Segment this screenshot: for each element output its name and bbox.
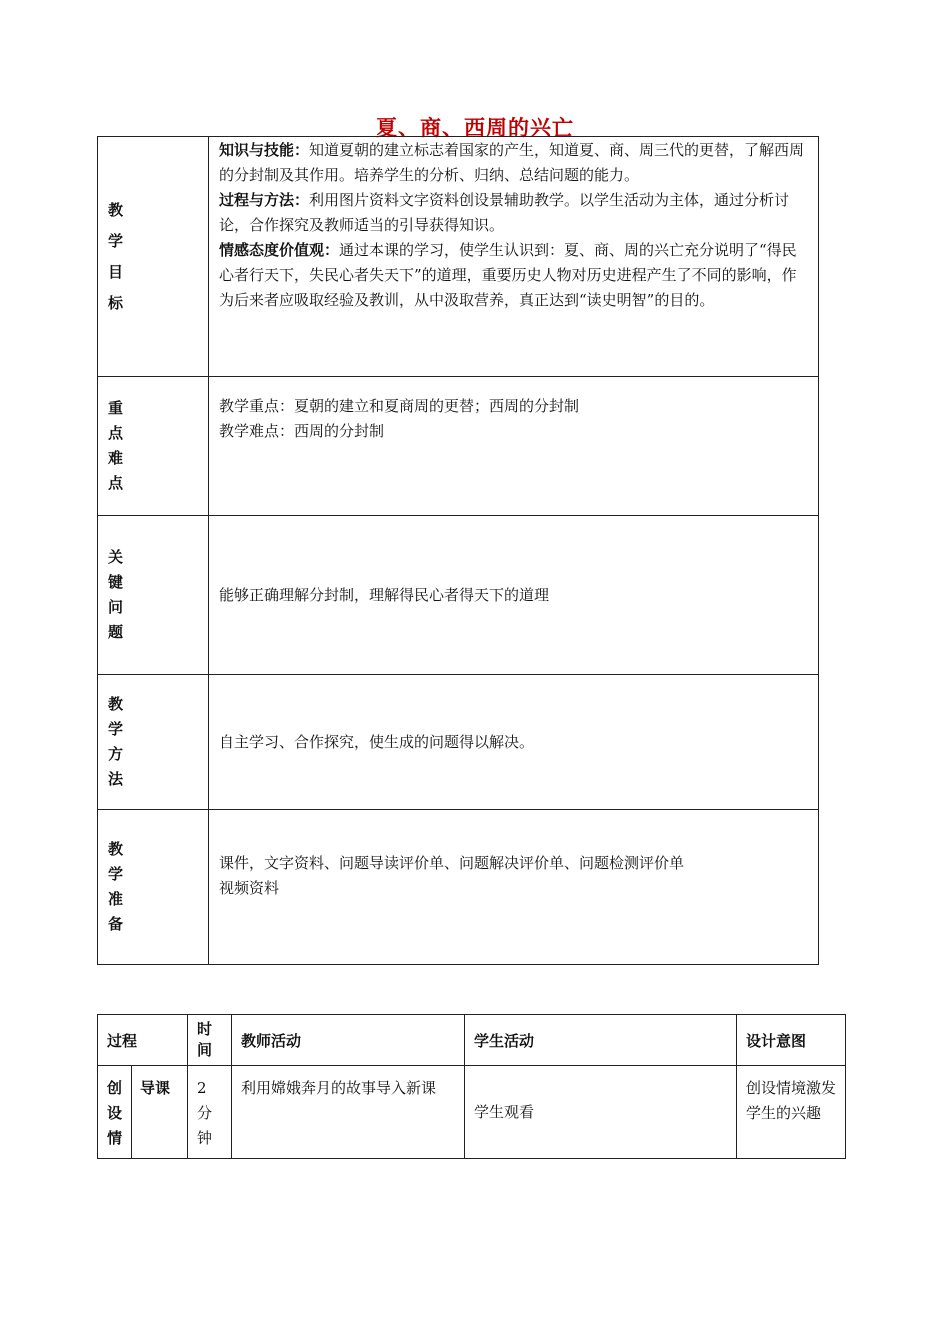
preparation-header [98,810,209,965]
time-header [188,1015,232,1066]
student-activity-header: 学生活动 [465,1015,737,1066]
keypoint-line: 教学难点：西周的分封制 [219,422,385,440]
preparation-line: 课件，文字资料、问题导读评价单、问题解决评价单、问题检测评价单 [219,854,685,872]
header-char: 备 [108,915,124,933]
header-char: 难 [108,449,124,467]
header-char: 问 [108,598,124,616]
time-char: 分 [197,1104,213,1122]
key-question-header [98,516,209,675]
teacher-activity-cell: 利用嫦娥奔月的故事导入新课 [232,1066,465,1159]
header-char: 重 [108,399,124,417]
process-row [98,1066,846,1159]
time-char: 钟 [197,1129,213,1147]
stage-header: 过程 [98,1015,188,1066]
goal-item [219,188,809,238]
header-char: 标 [108,293,124,312]
method-row [98,675,819,810]
method-header [98,675,209,810]
stage-char: 设 [106,1104,122,1122]
keypoints-content [209,377,819,516]
method-content [209,675,819,810]
goal-item [219,138,809,188]
time-cell [188,1066,232,1159]
stage-cell [98,1066,132,1159]
keypoints-header [98,377,209,516]
stage-char: 创 [106,1079,122,1097]
stage-char: 情 [106,1129,122,1147]
preparation-content [209,810,819,965]
header-char: 目 [108,262,124,281]
process-header-row [98,1015,846,1066]
header-char: 教 [108,840,124,858]
header-char: 学 [108,231,124,250]
header-char: 教 [108,200,124,219]
header-char: 学 [108,720,124,738]
preparation-line: 视频资料 [219,879,280,897]
design-intent-cell: 创设情境激发学生的兴趣 [737,1066,846,1159]
goal-label: 过程与方法： [219,191,310,209]
goal-text: 利用图片资料文字资料创设景辅助教学。以学生活动为主体，通过分析讨论，合作探究及教师适当的引导获得知识。 [219,191,790,234]
student-activity-cell: 学生观看 [465,1066,737,1159]
header-char: 题 [108,623,124,641]
preparation-row [98,810,819,965]
keypoints-row [98,377,819,516]
header-char: 准 [108,890,124,908]
goal-text: 知道夏朝的建立标志着国家的产生，知道夏、商、周三代的更替，了解西周的分封制及其作用。培养学生的分析、归纳、总结问题的能力。 [219,141,805,184]
design-intent-header: 设计意图 [737,1015,846,1066]
goals-content [209,137,819,377]
method-text: 自主学习、合作探究，使生成的问题得以解决。 [219,732,535,751]
header-char: 法 [108,770,124,788]
lesson-plan-table [97,136,819,965]
key-question-content [209,516,819,675]
page-title: 夏、商、西周的兴亡 [376,116,574,140]
time-char: 2 [197,1079,207,1097]
header-char: 点 [108,474,124,492]
header-char: 学 [108,865,124,883]
key-question-row [98,516,819,675]
goal-label: 情感态度价值观： [219,241,340,259]
header-char: 教 [108,695,124,713]
goals-row [98,137,819,377]
substage-cell: 导课 [132,1066,188,1159]
goal-item [219,238,809,313]
goal-text: 通过本课的学习，使学生认识到：夏、商、周的兴亡充分说明了“得民心者行天下，失民心者失天下”的道理，重要历史人物对历史进程产生了不同的影响，作为后来者应吸取经验及教训，从中汲取营养，真正达到“读史明智”的目的。 [219,241,797,309]
goals-header [98,137,209,377]
header-char: 键 [108,573,124,591]
time-header-char: 时 [197,1020,213,1038]
header-char: 点 [108,424,124,442]
key-question-text: 能够正确理解分封制，理解得民心者得天下的道理 [219,585,550,604]
keypoint-line: 教学重点：夏朝的建立和夏商周的更替；西周的分封制 [219,397,580,415]
goal-label: 知识与技能： [219,141,310,159]
header-char: 关 [108,548,124,566]
header-char: 方 [108,745,124,763]
process-table [97,1014,846,1159]
teacher-activity-header: 教师活动 [232,1015,465,1066]
time-header-char: 间 [197,1041,213,1059]
